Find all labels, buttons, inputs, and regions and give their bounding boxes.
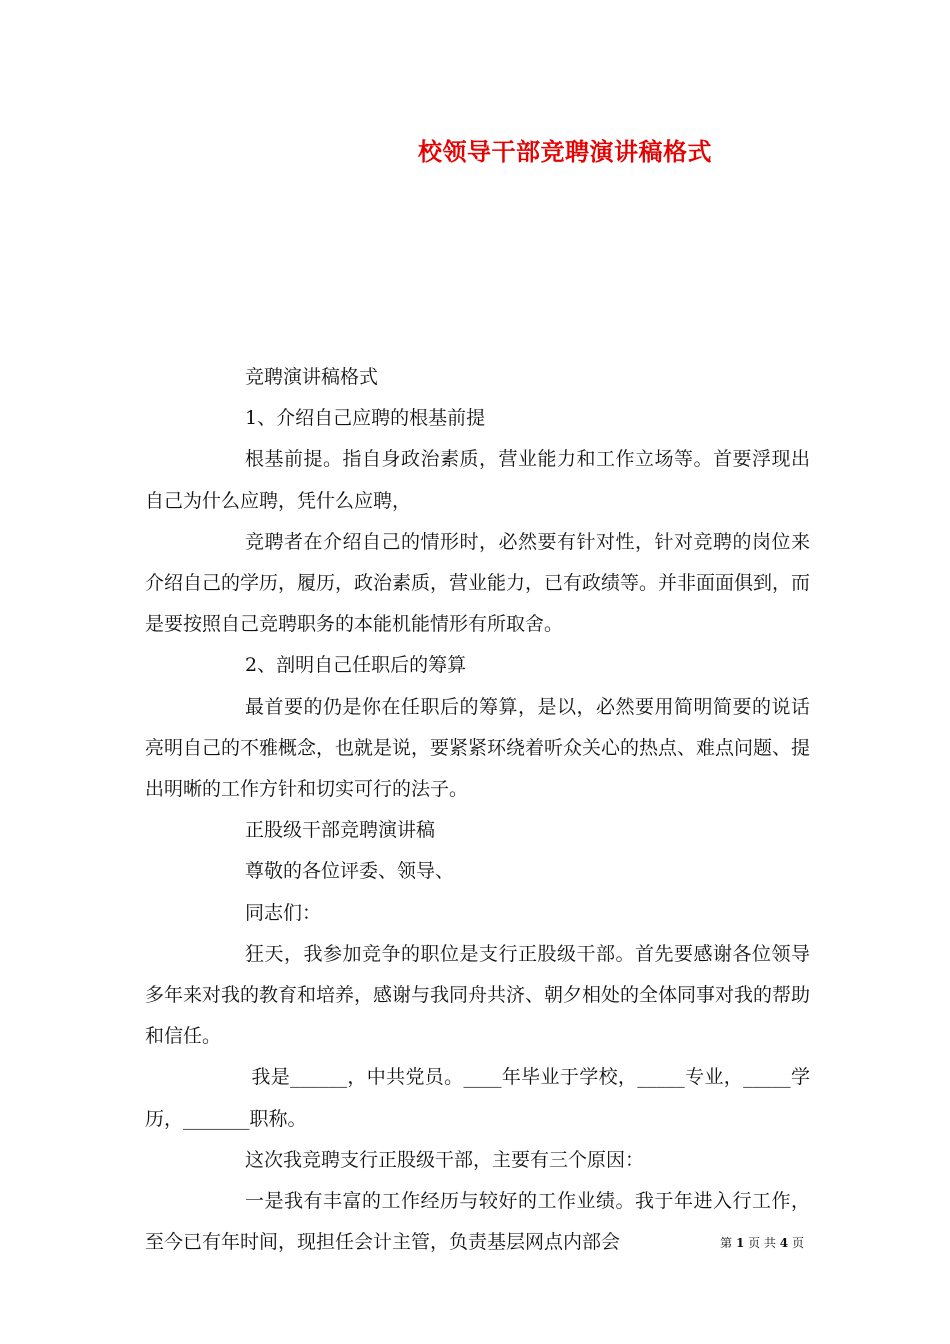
- paragraph: 1、介绍自己应聘的根基前提: [245, 407, 486, 430]
- paragraph: 同志们：: [245, 901, 322, 924]
- paragraph: 狂天，我参加竞争的职位是支行正股级干部。首先要感谢各位领导多年来对我的教育和培养，感谢与我同舟共济、朝夕相处的全体同事对我的帮助和信任。: [145, 942, 811, 1048]
- paragraph: 2、剖明自己任职后的筹算: [245, 654, 467, 677]
- page-number-middle: 页 共: [748, 1236, 776, 1250]
- paragraph: 根基前提。指自身政治素质，营业能力和工作立场等。首要浮现出自己为什么应聘，凭什么应聘，: [145, 448, 810, 512]
- document-body: [145, 357, 810, 1263]
- paragraph: 尊敬的各位评委、领导、: [245, 860, 455, 883]
- paragraph: 竞聘演讲稿格式: [245, 366, 379, 388]
- paragraph: 一是我有丰富的工作经历与较好的工作业绩。我于年进入行工作，至今已有年时间，现担任会计主管，负责基层网点内部会: [145, 1190, 810, 1254]
- page-number: [720, 1234, 804, 1251]
- paragraph: 我是______，中共党员。____年毕业于学校，_____专业，_____学历，_______职称。: [145, 1066, 810, 1130]
- paragraph: 竞聘者在介绍自己的情形时，必然要有针对性，针对竞聘的岗位来介绍自己的学历，履历，政治素质，营业能力，已有政绩等。并非面面俱到，而是要按照自己竞聘职务的本能机能情形有所取舍。: [145, 530, 811, 636]
- page-number-prefix: 第: [720, 1236, 733, 1250]
- page-number-total: 4: [779, 1236, 789, 1250]
- page-number-suffix: 页: [791, 1236, 804, 1250]
- paragraph: 最首要的仍是你在任职后的筹算，是以，必然要用简明简要的说话亮明自己的不雅概念，也就是说，要紧紧环绕着听众关心的热点、难点问题、提出明晰的工作方针和切实可行的法子。: [145, 695, 811, 801]
- paragraph: 正股级干部竞聘演讲稿: [245, 819, 436, 842]
- paragraph: 这次我竞聘支行正股级干部，主要有三个原因：: [245, 1148, 645, 1171]
- document-title: 校领导干部竞聘演讲稿格式: [418, 137, 712, 166]
- page-number-current: 1: [735, 1236, 745, 1250]
